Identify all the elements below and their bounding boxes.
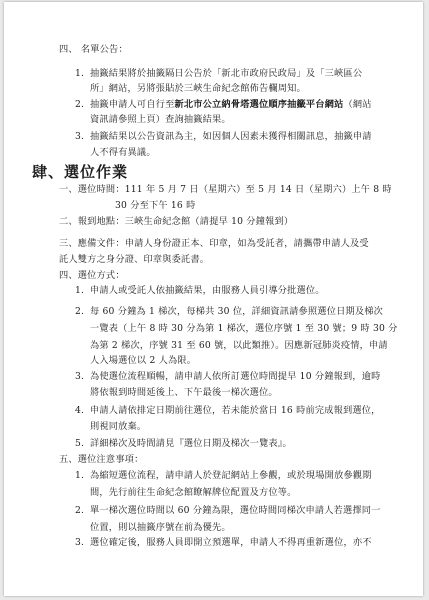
paragraph-line: 人不得有異議。 xyxy=(90,147,156,158)
list-number: 4. xyxy=(75,405,85,416)
paragraph-line xyxy=(90,99,372,111)
list-number: 2. xyxy=(75,505,85,516)
paragraph-line: 所」網站，另將張貼於三峽生命紀念館佈告欄周知。 xyxy=(90,83,306,94)
paragraph-line: 抽籤結果以公告資訊為主，如因個人因素未獲得相關訊息，抽籤申請 xyxy=(90,131,372,142)
paragraph-line: 資訊請參照上頁）查詢抽籤結果。 xyxy=(90,114,231,125)
paragraph-line: 則視同放棄。 xyxy=(90,421,147,432)
list-number: 2. xyxy=(75,306,85,317)
paragraph-line: 一覽表（上午 8 時 30 分為第 1 梯次，選位序號 1 至 30 號；9 時 30 分 xyxy=(90,323,398,334)
lottery-platform-link-text: 新北市公立納骨塔選位順序抽籤平台網站 xyxy=(174,99,344,110)
paragraph-line: 為縮短選位流程，請申請人於登記網站上參觀，或於現場開放參觀期 xyxy=(90,470,372,481)
list-number: 5. xyxy=(75,438,85,449)
list-number: 1. xyxy=(75,470,85,481)
selection-method-header: 四、選位方式： xyxy=(59,270,125,281)
section-heading: 肆、選位作業 xyxy=(32,163,129,181)
list-number: 1. xyxy=(75,285,85,296)
paragraph-line: 間，先行前往生命紀念館瞭解牌位配置及方位等。 xyxy=(90,487,297,498)
selection-notes-header: 五、選位注意事項： xyxy=(59,454,144,465)
paragraph-line: 將依報到時間延後上、下午最後一梯次選位。 xyxy=(90,387,278,398)
required-documents-line: 託人雙方之身分證、印章與委託書。 xyxy=(59,254,210,265)
paragraph-line: 位置，則以抽籤序號在前為優先。 xyxy=(90,522,231,533)
list-number: 3. xyxy=(75,131,85,142)
paragraph-line: 申請人請依排定日期前往選位，若未能於當日 16 時前完成報到選位， xyxy=(90,405,381,416)
required-documents-line: 三、應備文件：申請人身份證正本、印章，如為受託者，請攜帶申請人及受 xyxy=(59,238,369,249)
selection-time-line: 一、選位時間：111 年 5 月 7 日（星期六）至 5 月 14 日（星期六）上午 8 時 xyxy=(59,184,392,195)
paragraph-line: 詳細梯次及時間請見『選位日期及梯次一覽表』。 xyxy=(90,438,292,449)
check-in-location: 二、報到地點：三峽生命紀念館（請提早 10 分鐘報到） xyxy=(59,216,294,227)
paragraph-line: 單一梯次選位時間以 60 分鐘為限，選位時間同梯次申請人若選擇同一 xyxy=(90,505,381,516)
list-number: 2. xyxy=(75,99,85,110)
paragraph-line: 為使選位流程順暢，請申請人依所訂選位時間提早 10 分鐘報到，逾時 xyxy=(90,371,381,382)
document-page xyxy=(4,2,423,596)
list-announcement-header: 四、 名單公告： xyxy=(59,44,128,55)
paragraph-line: 申請人或受託人依抽籤結果，由服務人員引導分批選位。 xyxy=(90,285,325,296)
paragraph-line: 抽籤結果將於抽籤隔日公告於「新北市政府民政局」及「三峽區公 xyxy=(90,68,363,79)
paragraph-line: 人入場選位以 2 人為限。 xyxy=(90,355,197,366)
paragraph-text: （網站 xyxy=(343,99,372,110)
list-number: 3. xyxy=(75,537,85,548)
list-number: 3. xyxy=(75,371,85,382)
paragraph-text: 抽籤申請人可自行至 xyxy=(90,99,175,110)
paragraph-line: 為第 2 梯次，序號 31 至 60 號，以此類推）。因應新冠肺炎疫情，申請 xyxy=(90,340,388,351)
selection-time-line: 30 分至下午 16 時 xyxy=(115,200,196,211)
paragraph-line: 選位確定後，服務人員即開立預選單，申請人不得再重新選位，亦不 xyxy=(90,537,372,548)
paragraph-line: 每 60 分鐘為 1 梯次，每梯共 30 位，詳細資訊請參照選位日期及梯次 xyxy=(90,306,384,317)
list-number: 1. xyxy=(75,68,85,79)
